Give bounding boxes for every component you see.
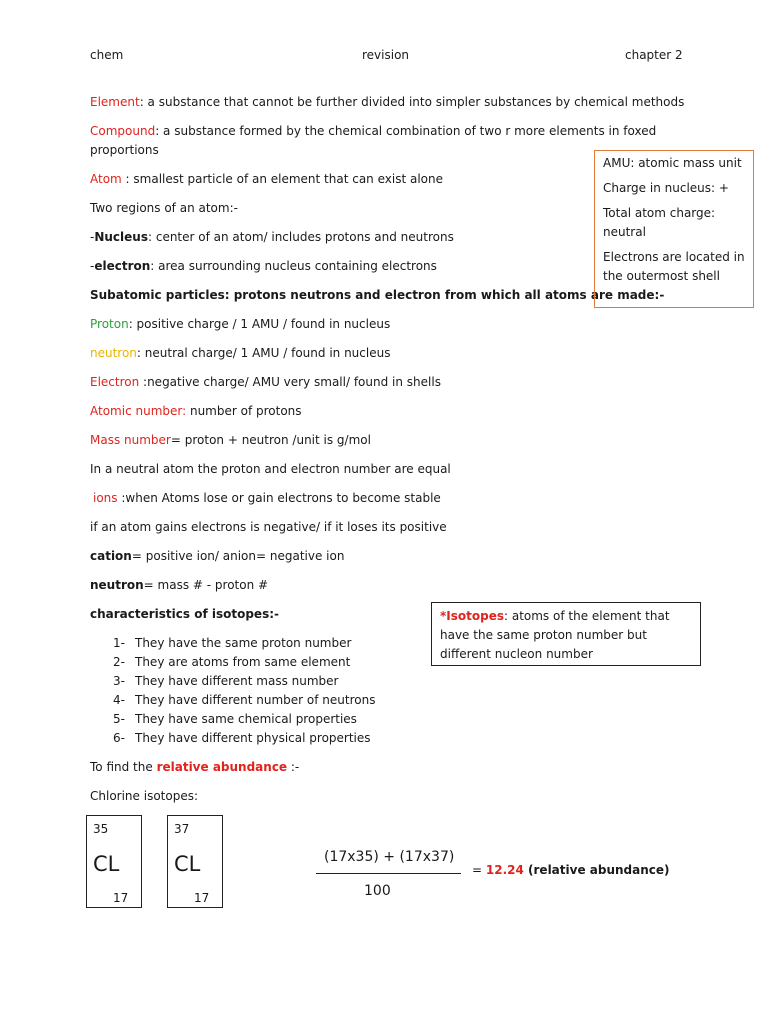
neutron-calc-text: = mass # - proton # [143, 578, 269, 592]
list-number: 3- [113, 674, 125, 688]
neutron-text: : neutral charge/ 1 AMU / found in nucleus [136, 346, 391, 360]
neutral-atom-line: In a neutral atom the proton and electron number are equal [90, 462, 451, 476]
neutron-term: neutron [90, 346, 137, 360]
compound-term: Compound [90, 124, 156, 138]
cation-term: cation [90, 549, 132, 563]
relative-prefix: To find the [90, 760, 157, 774]
list-text: They have different number of neutrons [135, 693, 376, 707]
element-definition [90, 95, 684, 109]
list-item [90, 634, 375, 653]
relative-abundance-heading [90, 760, 299, 774]
electron-line [90, 375, 441, 389]
nucleus-term: Nucleus [94, 230, 148, 244]
atomic-number-text: number of protons [186, 404, 302, 418]
header-left: chem [90, 48, 124, 62]
chlorine-isotopes-label: Chlorine isotopes: [90, 789, 198, 803]
neutron-calc-line [90, 578, 268, 592]
charge-line: Charge in nucleus: + [603, 181, 729, 195]
isotope-characteristics-list [90, 634, 375, 748]
chlorine-37-box [167, 815, 223, 908]
atomic-number: 17 [113, 891, 129, 905]
header-right: chapter 2 [625, 48, 683, 62]
formula-result [472, 863, 670, 877]
cation-text: = positive ion/ anion= negative ion [131, 549, 345, 563]
element-term: Element [90, 95, 140, 109]
element-symbol: CL [174, 852, 201, 876]
atomic-number: 17 [194, 891, 210, 905]
electron2-term: Electron [90, 375, 140, 389]
list-text: They have same chemical properties [135, 712, 357, 726]
list-item [90, 672, 375, 691]
amu-info-box [594, 150, 754, 308]
list-text: They have different physical properties [135, 731, 371, 745]
atom-term: Atom [90, 172, 122, 186]
electron-text: : area surrounding nucleus containing electrons [150, 259, 437, 273]
list-number: 1- [113, 636, 125, 650]
cation-line [90, 549, 344, 563]
header-center: revision [362, 48, 410, 62]
nucleus-prefix: - [90, 230, 95, 244]
neutron-calc-term: neutron [90, 578, 144, 592]
formula-numerator: (17x35) + (17x37) [324, 849, 455, 865]
list-item [90, 691, 375, 710]
characteristics-heading: characteristics of isotopes:- [90, 607, 279, 621]
list-number: 6- [113, 731, 125, 745]
proton-text: : positive charge / 1 AMU / found in nucleus [128, 317, 391, 331]
amu-line: AMU: atomic mass unit [603, 156, 742, 170]
list-text: They have different mass number [135, 674, 339, 688]
equals-sign: = [472, 863, 486, 877]
mass-number: 35 [93, 822, 109, 836]
proton-term: Proton [90, 317, 129, 331]
formula-denominator: 100 [364, 883, 391, 899]
compound-text: : a substance formed by the chemical combination of two r more elements in foxed [155, 124, 657, 138]
atomic-number-term: Atomic number: [90, 404, 187, 418]
total-charge-line: Total atom charge: neutral [603, 206, 716, 239]
list-number: 5- [113, 712, 125, 726]
nucleus-text: : center of an atom/ includes protons and neutrons [147, 230, 454, 244]
list-number: 4- [113, 693, 125, 707]
gain-lose-line: if an atom gains electrons is negative/ if it loses its positive [90, 520, 447, 534]
result-label: (relative abundance) [523, 863, 670, 877]
electron-prefix: - [90, 259, 95, 273]
compound-definition [90, 124, 656, 138]
atom-text: : smallest particle of an element that can exist alone [121, 172, 443, 186]
list-text: They are atoms from same element [135, 655, 351, 669]
mass-number: 37 [174, 822, 190, 836]
ions-line [93, 491, 441, 505]
electron-region-line [90, 259, 437, 273]
compound-text-cont: proportions [90, 143, 159, 157]
element-symbol: CL [93, 852, 120, 876]
isotopes-definition-box [431, 602, 701, 666]
element-text: : a substance that cannot be further divided into simpler substances by chemical methods [139, 95, 685, 109]
electron2-text: :negative charge/ AMU very small/ found in shells [139, 375, 441, 389]
mass-number-text: = proton + neutron /unit is g/mol [170, 433, 371, 447]
ions-text: :when Atoms lose or gain electrons to become stable [117, 491, 441, 505]
list-item [90, 729, 375, 748]
mass-number-term: Mass number [90, 433, 171, 447]
relative-term: relative abundance [156, 760, 288, 774]
isotopes-term: *Isotopes [440, 609, 504, 623]
proton-line [90, 317, 390, 331]
two-regions: Two regions of an atom:- [90, 201, 238, 215]
atomic-number-line [90, 404, 302, 418]
chlorine-35-box [86, 815, 142, 908]
atom-definition [90, 172, 443, 186]
subatomic-heading: Subatomic particles: protons neutrons and electron from which all atoms are made:- [90, 288, 665, 302]
isotopes-text: : atoms of the element that have the same proton number but different nucleon number [440, 609, 670, 661]
list-number: 2- [113, 655, 125, 669]
electron-term: electron [94, 259, 151, 273]
nucleus-line [90, 230, 454, 244]
list-item [90, 653, 375, 672]
mass-number-line [90, 433, 371, 447]
relative-suffix: :- [287, 760, 300, 774]
neutron-line [90, 346, 390, 360]
fraction-bar [316, 873, 461, 874]
ions-term: ions [93, 491, 118, 505]
electron-location-line: Electrons are located in the outermost shell [603, 250, 745, 283]
list-item [90, 710, 375, 729]
list-text: They have the same proton number [135, 636, 352, 650]
result-value: 12.24 [485, 863, 524, 877]
